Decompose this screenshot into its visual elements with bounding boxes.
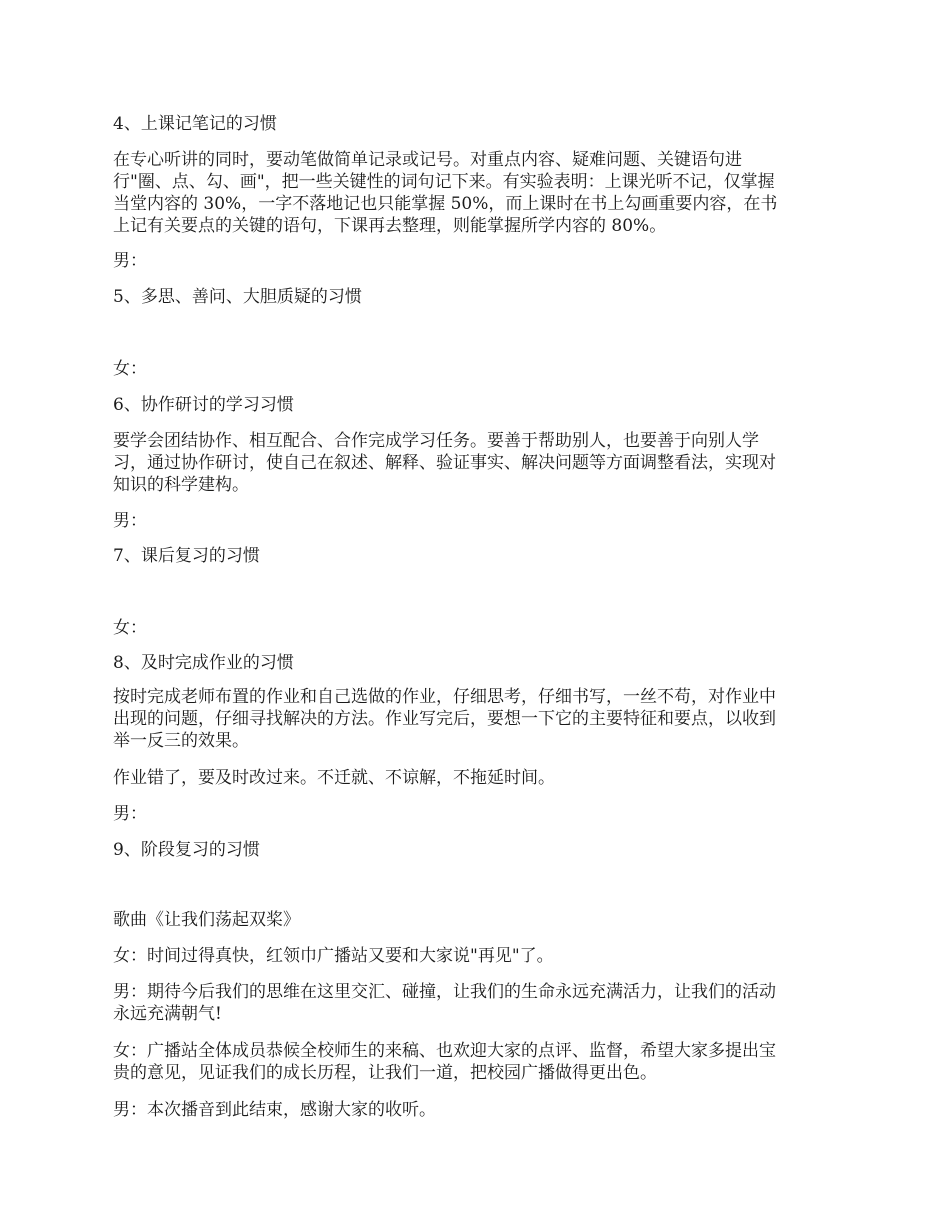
text-line: 男：本次播音到此结束，感谢大家的收听。	[113, 1100, 436, 1120]
text-line: 习，通过协作研讨，使自己在叙述、解释、验证事实、解决问题等方面调整看法，实现对	[113, 453, 776, 473]
text-line: 6、协作研讨的学习习惯	[113, 395, 294, 415]
closing-female-1	[113, 945, 843, 967]
section-heading-4	[113, 113, 843, 135]
text-line: 女：	[113, 618, 147, 638]
closing-male-2	[113, 1099, 843, 1121]
text-line: 女：广播站全体成员恭候全校师生的来稿、也欢迎大家的点评、监督，希望大家多提出宝	[113, 1041, 776, 1061]
text-line: 出现的问题，仔细寻找解决的方法。作业写完后，要想一下它的主要特征和要点，以收到	[113, 709, 776, 729]
section-heading-9	[113, 839, 843, 861]
text-line: 女：时间过得真快，红领巾广播站又要和大家说"再见"了。	[113, 946, 554, 966]
paragraph-collaboration	[113, 430, 843, 496]
text-line: 男：期待今后我们的思维在这里交汇、碰撞，让我们的生命永远充满活力，让我们的活动	[113, 982, 776, 1002]
speaker-male-1	[113, 250, 843, 272]
text-line: 男：	[113, 511, 147, 531]
text-line: 5、多思、善问、大胆质疑的习惯	[113, 287, 362, 307]
text-line: 男：	[113, 804, 147, 824]
text-line: 当堂内容的 30%，一字不落地记也只能掌握 50%，而上课时在书上勾画重要内容，在书	[113, 194, 778, 214]
closing-female-2	[113, 1040, 843, 1084]
text-line: 8、及时完成作业的习惯	[113, 653, 294, 673]
text-line: 在专心听讲的同时，要动笔做简单记录或记号。对重点内容、疑难问题、关键语句进	[113, 150, 742, 170]
text-line: 7、课后复习的习惯	[113, 546, 260, 566]
text-line: 知识的科学建构。	[113, 475, 249, 495]
text-line: 行"圈、点、勾、画"，把一些关键性的词句记下来。有实验表明：上课光听不记，仅掌握	[113, 172, 775, 192]
section-heading-7	[113, 545, 843, 567]
speaker-male-2	[113, 510, 843, 532]
section-heading-8	[113, 652, 843, 674]
text-line: 歌曲《让我们荡起双桨》	[113, 910, 300, 930]
paragraph-homework-corrections	[113, 767, 843, 789]
text-line: 贵的意见，见证我们的成长历程，让我们一道，把校园广播做得更出色。	[113, 1063, 657, 1083]
text-line: 要学会团结协作、相互配合、合作完成学习任务。要善于帮助别人，也要善于向别人学	[113, 431, 759, 451]
text-line: 上记有关要点的关键的语句，下课再去整理，则能掌握所学内容的 80%。	[113, 216, 667, 236]
closing-male-1	[113, 981, 843, 1025]
song-title	[113, 909, 843, 931]
text-line: 4、上课记笔记的习惯	[113, 114, 277, 134]
text-line: 按时完成老师布置的作业和自己选做的作业，仔细思考，仔细书写，一丝不苟，对作业中	[113, 687, 776, 707]
section-heading-6	[113, 394, 843, 416]
speaker-female-2	[113, 617, 843, 639]
speaker-female-1	[113, 358, 843, 380]
text-line: 作业错了，要及时改过来。不迁就、不谅解，不拖延时间。	[113, 768, 555, 788]
speaker-male-3	[113, 803, 843, 825]
text-line: 永远充满朝气!	[113, 1004, 222, 1024]
paragraph-homework	[113, 686, 843, 752]
paragraph-note-taking	[113, 149, 843, 237]
text-line: 9、阶段复习的习惯	[113, 840, 260, 860]
section-heading-5	[113, 286, 843, 308]
text-line: 男：	[113, 251, 147, 271]
text-line: 举一反三的效果。	[113, 731, 249, 751]
text-line: 女：	[113, 359, 147, 379]
